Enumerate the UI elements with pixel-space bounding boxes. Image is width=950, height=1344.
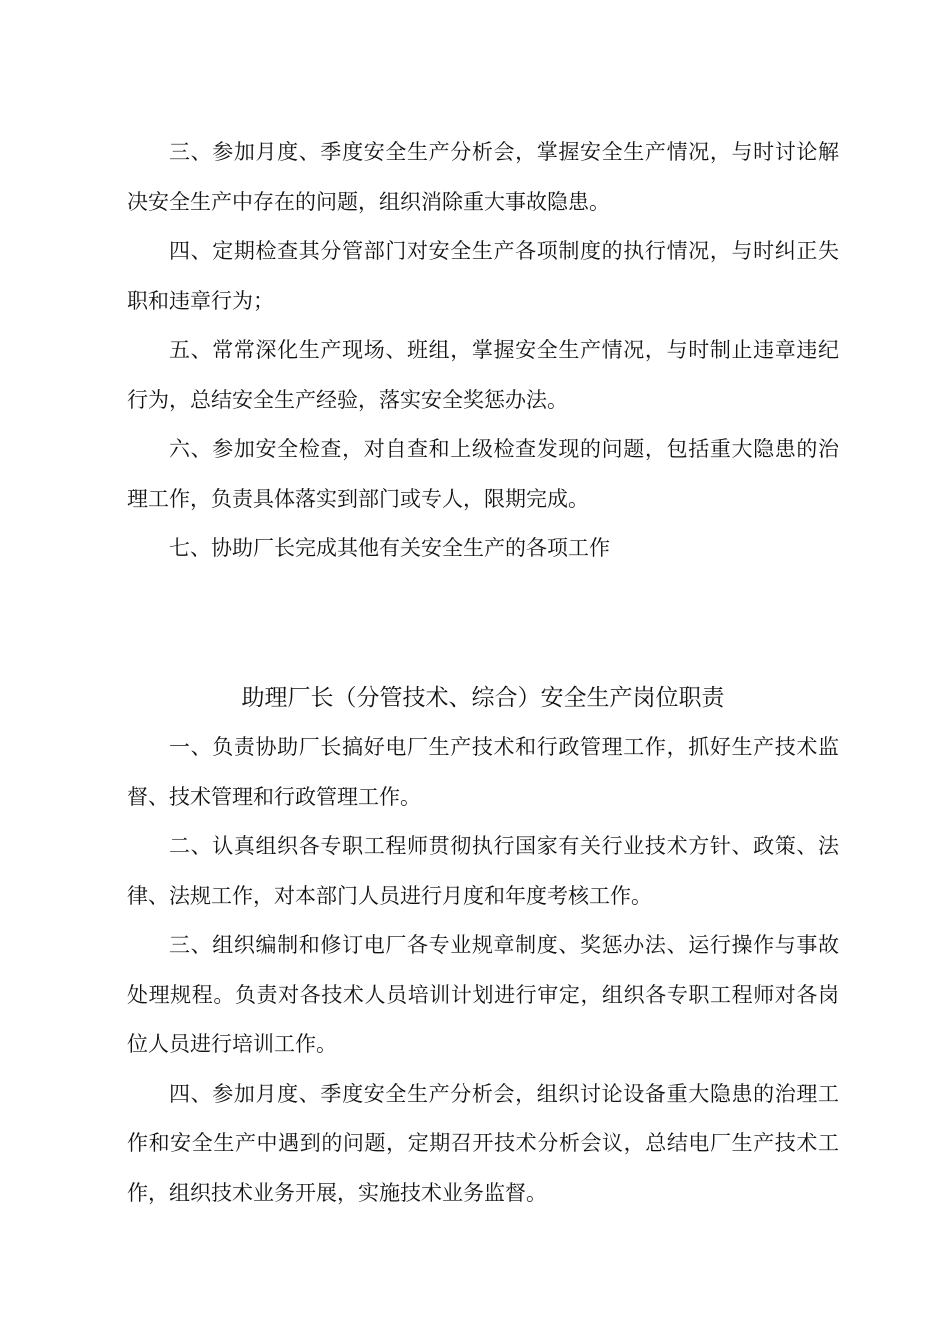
duty-item-5: 五、常常深化生产现场、班组，掌握安全生产情况，与时制止违章违纪行为，总结安全生产经验，落实安全奖惩办法。 bbox=[127, 338, 839, 412]
duties-continued-section bbox=[127, 128, 839, 574]
duty-item-3: 三、组织编制和修订电厂各专业规章制度、奖惩办法、运行操作与事故处理规程。负责对各技术人员培训计划进行审定，组织各专职工程师对各岗位人员进行培训工作。 bbox=[127, 933, 839, 1056]
duty-item-1: 一、负责协助厂长搞好电厂生产技术和行政管理工作，抓好生产技术监督、技术管理和行政管理工作。 bbox=[127, 735, 839, 809]
duty-item-4: 四、定期检查其分管部门对安全生产各项制度的执行情况，与时纠正失职和违章行为； bbox=[127, 239, 839, 313]
duty-item-2: 二、认真组织各专职工程师贯彻执行国家有关行业技术方针、政策、法律、法规工作，对本部门人员进行月度和年度考核工作。 bbox=[127, 834, 839, 908]
duty-item-7: 七、协助厂长完成其他有关安全生产的各项工作 bbox=[169, 536, 610, 560]
duty-item-3: 三、参加月度、季度安全生产分析会，掌握安全生产情况，与时讨论解决安全生产中存在的问题，组织消除重大事故隐患。 bbox=[127, 140, 839, 214]
duty-item-6: 六、参加安全检查，对自查和上级检查发现的问题，包括重大隐患的治理工作，负责具体落实到部门或专人，限期完成。 bbox=[127, 437, 839, 511]
duty-item-4: 四、参加月度、季度安全生产分析会，组织讨论设备重大隐患的治理工作和安全生产中遇到的问题，定期召开技术分析会议，总结电厂生产技术工作，组织技术业务开展，实施技术业务监督。 bbox=[127, 1081, 839, 1205]
section-title: 助理厂长（分管技术、综合）安全生产岗位职责 bbox=[241, 685, 725, 711]
assistant-director-duties-section bbox=[127, 673, 839, 1218]
